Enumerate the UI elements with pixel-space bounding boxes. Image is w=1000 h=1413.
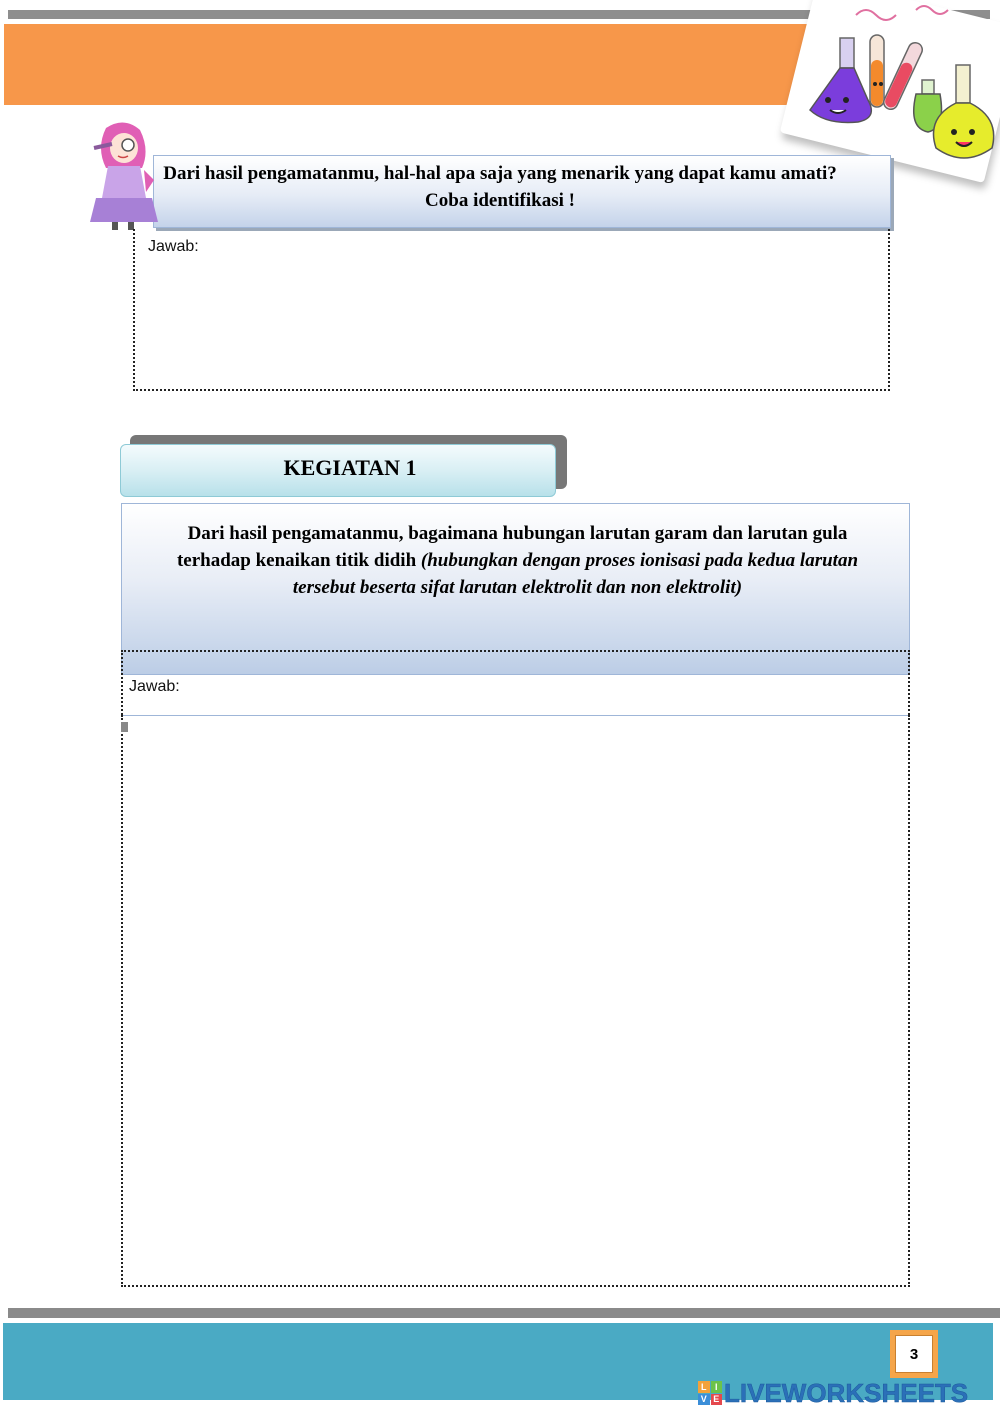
logo-letter-i: I [711,1381,723,1393]
activity-title: KEGIATAN 1 [283,455,417,480]
footer-gray-bar [8,1308,1000,1318]
answer-2-label-row [123,675,908,716]
chemistry-flasks-icon [796,0,1000,170]
question-2-text-main: Dari hasil pengamatanmu, bagaimana hubungan larutan garam dan larutan gula terhadap kenaikan titik didih [176,523,848,571]
text-cursor-handle[interactable] [121,722,128,732]
question-2-text-italic: (hubungkan dengan proses ionisasi pada kedua larutan tersebut beserta sifat larutan elektrolit dan non elektrolit) [292,550,859,598]
question-1-text: Dari hasil pengamatanmu, hal-hal apa saja yang menarik yang dapat kamu amati? Coba identifikasi ! [163,163,837,211]
answer-1-box[interactable] [133,229,890,391]
hijab-girl-icon [84,120,164,232]
liveworksheets-watermark[interactable] [698,1378,968,1408]
liveworksheets-text: LIVEWORKSHEETS [724,1377,969,1408]
answer-2-box[interactable] [121,715,910,1287]
question-2-text [150,520,885,601]
logo-letter-l: L [698,1381,710,1393]
page-number-box [890,1330,938,1378]
page-number: 3 [895,1335,933,1373]
liveworksheets-logo-icon [698,1381,722,1405]
answer-1-label: Jawab: [148,238,199,255]
answer-2-label: Jawab: [129,678,180,695]
logo-letter-e: E [711,1394,723,1406]
logo-letter-v: V [698,1394,710,1406]
